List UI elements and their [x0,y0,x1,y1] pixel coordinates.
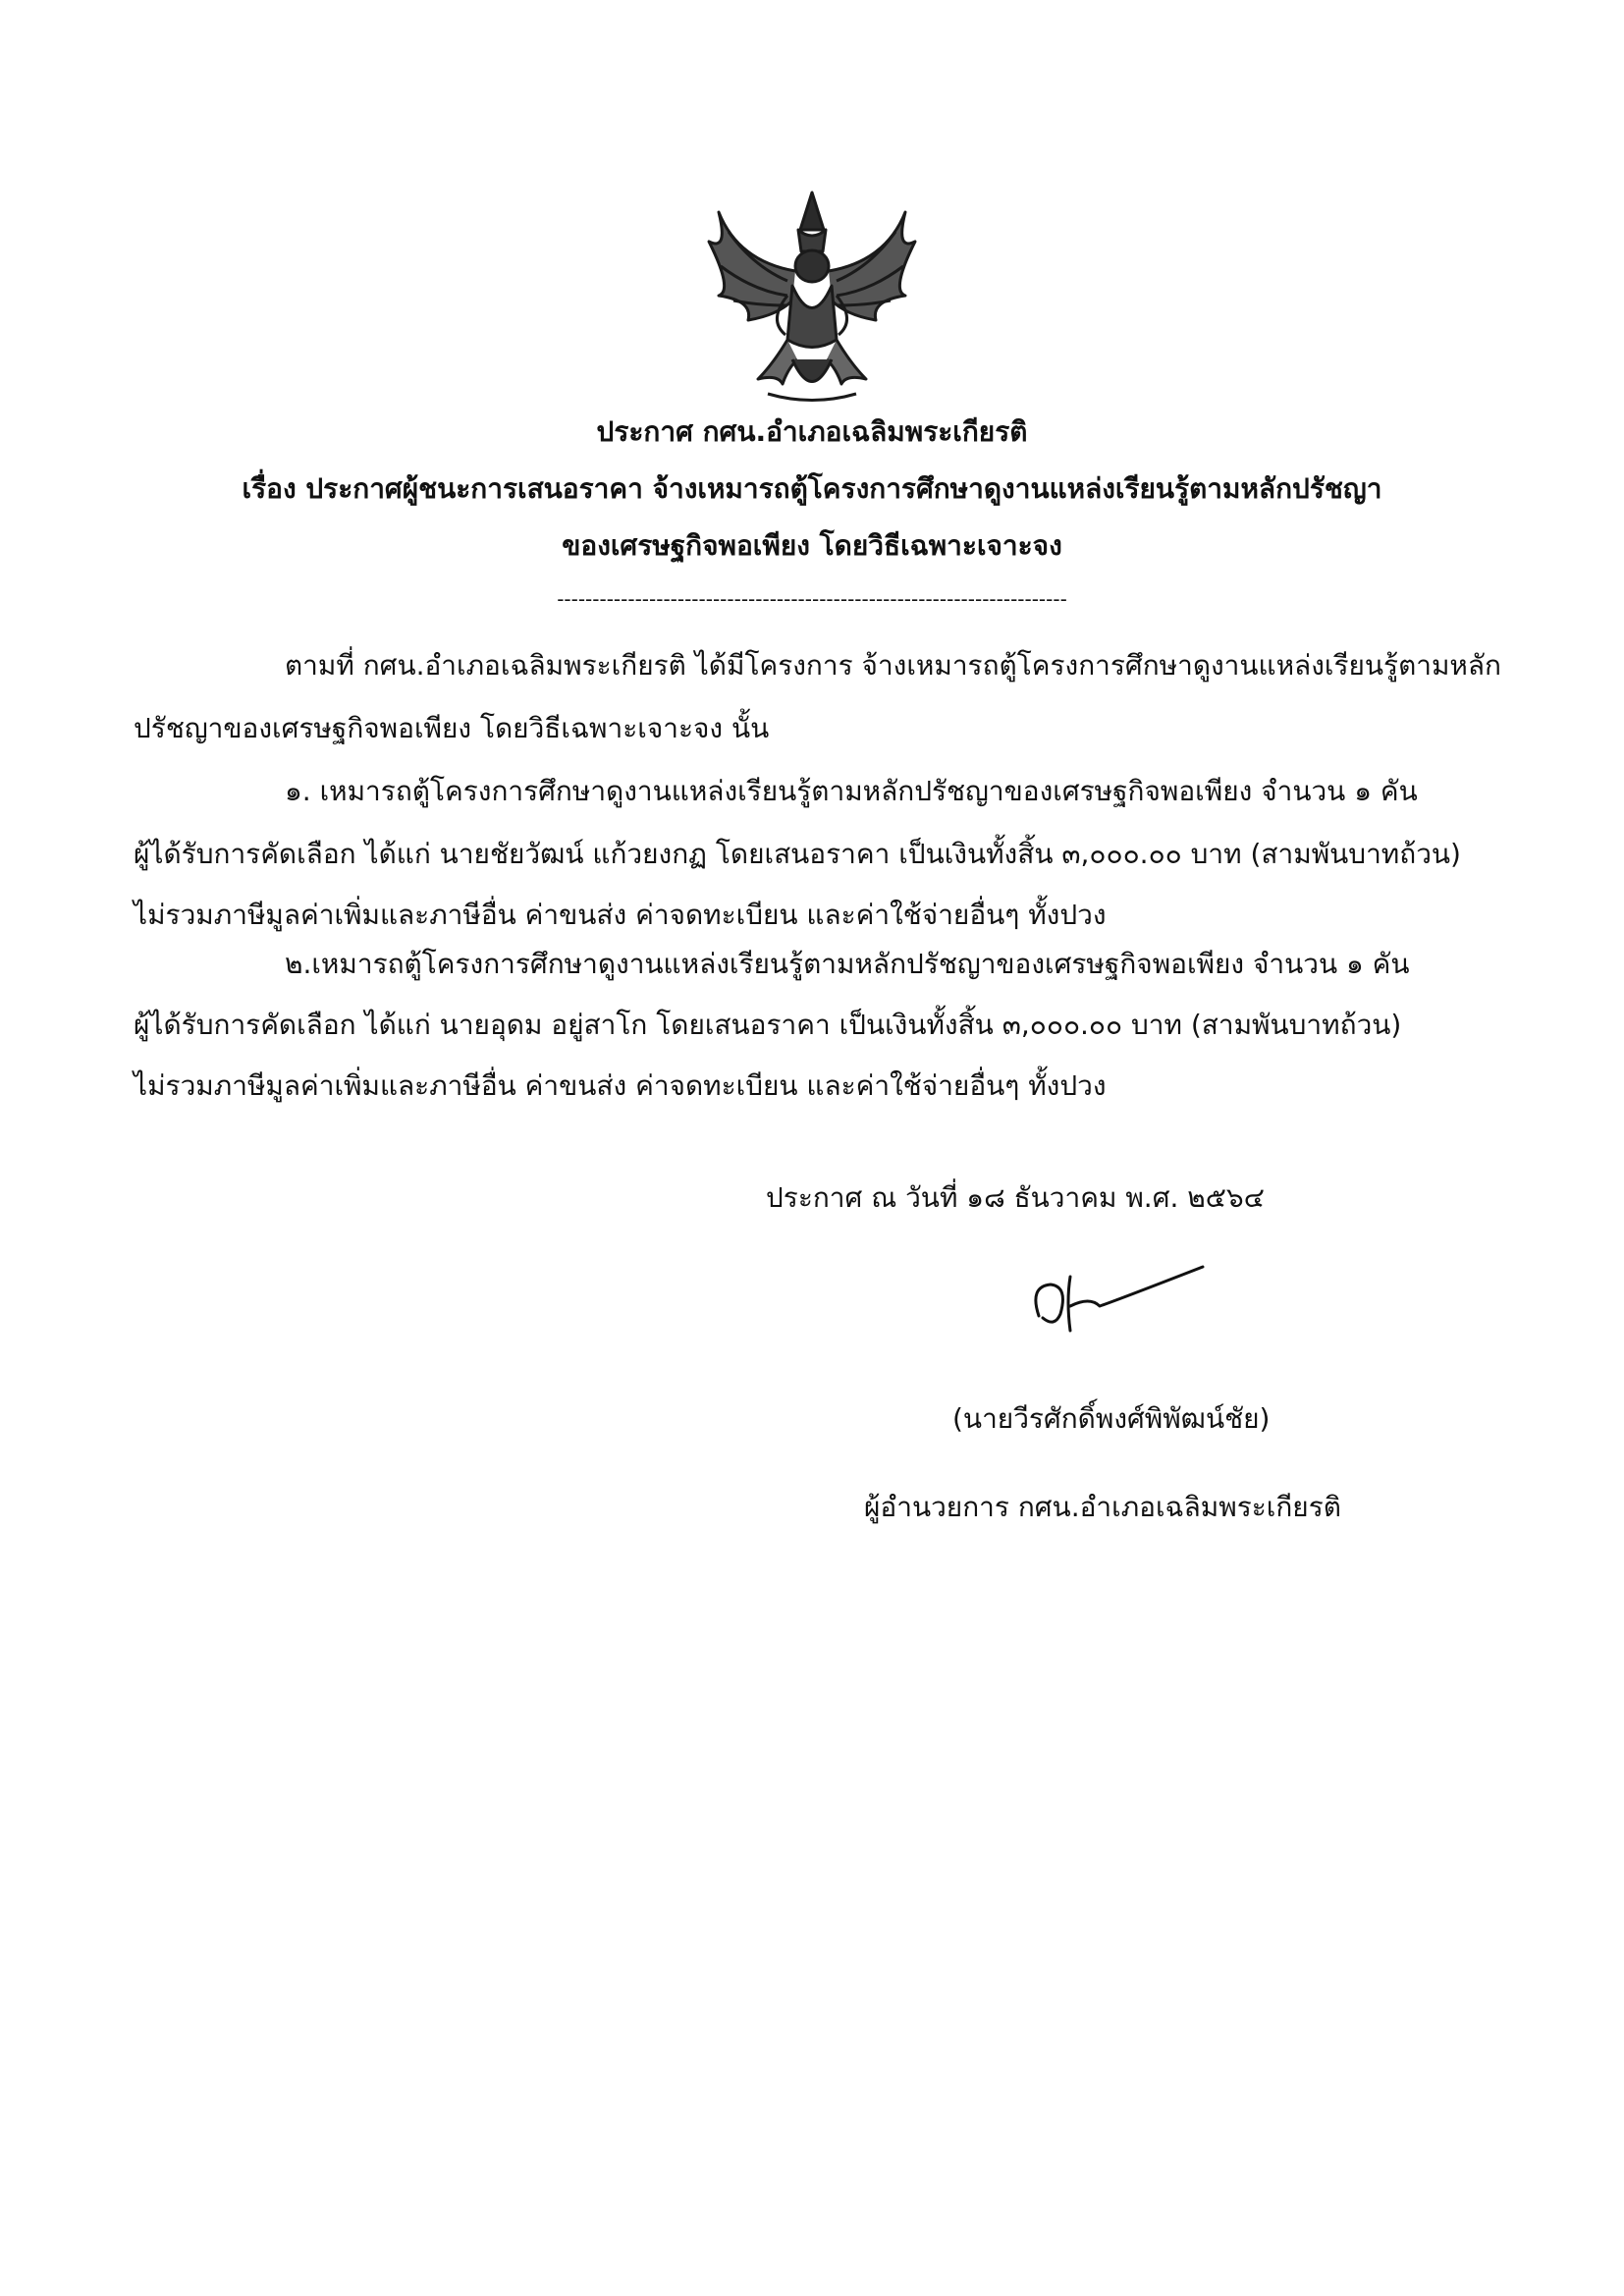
subject-line-2: ของเศรษฐกิจพอเพียง โดยวิธีเฉพาะเจาะจง [562,529,1062,562]
announcement-title: ประกาศ กศน.อำเภอเฉลิมพระเกียรติ [596,415,1028,448]
item-2-line-3: ไม่รวมภาษีมูลค่าเพิ่มและภาษีอื่น ค่าขนส่ง ค่าจดทะเบียน และค่าใช้จ่ายอื่นๆ ทั้งปวง [134,1069,1107,1102]
item-1-line-2: ผู้ได้รับการคัดเลือก ได้แก่ นายชัยวัฒน์ แก้วยงกฏ โดยเสนอราคา เป็นเงินทั้งสิ้น ๓,๐๐๐.๐๐ บาท (สามพันบาทถ้วน) [134,838,1461,870]
intro-paragraph-line-1: ตามที่ กศน.อำเภอเฉลิมพระเกียรติ ได้มีโครงการ จ้างเหมารถตู้โครงการศึกษาดูงานแหล่งเรียนรู้ตามหลัก [285,649,1501,682]
intro-paragraph-line-2: ปรัชญาของเศรษฐกิจพอเพียง โดยวิธีเฉพาะเจาะจง นั้น [134,712,770,744]
signer-name: (นายวีรศักดิ์พงศ์พิพัฒน์ชัย) [952,1402,1271,1435]
item-1-line-1: ๑. เหมารถตู้โครงการศึกษาดูงานแหล่งเรียนรู้ตามหลักปรัชญาของเศรษฐกิจพอเพียง จำนวน ๑ คัน [285,775,1418,807]
signer-position: ผู้อำนวยการ กศน.อำเภอเฉลิมพระเกียรติ [864,1491,1341,1523]
item-2-line-2: ผู้ได้รับการคัดเลือก ได้แก่ นายอุดม อยู่สาโก โดยเสนอราคา เป็นเงินทั้งสิ้น ๓,๐๐๐.๐๐ บาท (สามพันบาทถ้วน) [134,1009,1402,1041]
item-1-line-3: ไม่รวมภาษีมูลค่าเพิ่มและภาษีอื่น ค่าขนส่ง ค่าจดทะเบียน และค่าใช้จ่ายอื่นๆ ทั้งปวง [134,899,1107,931]
handwritten-signature [1021,1257,1218,1345]
subject-line-1: เรื่อง ประกาศผู้ชนะการเสนอราคา จ้างเหมารถตู้โครงการศึกษาดูงานแหล่งเรียนรู้ตามหลักปรัชญา [242,472,1382,505]
item-2-line-1: ๒.เหมารถตู้โครงการศึกษาดูงานแหล่งเรียนรู้ตามหลักปรัชญาของเศรษฐกิจพอเพียง จำนวน ๑ คัน [285,948,1410,980]
garuda-emblem-icon [699,173,925,409]
separator-line: ------------------------------------------------------------------------ [557,587,1067,611]
announcement-date: ประกาศ ณ วันที่ ๑๘ ธันวาคม พ.ศ. ๒๕๖๔ [766,1181,1265,1214]
